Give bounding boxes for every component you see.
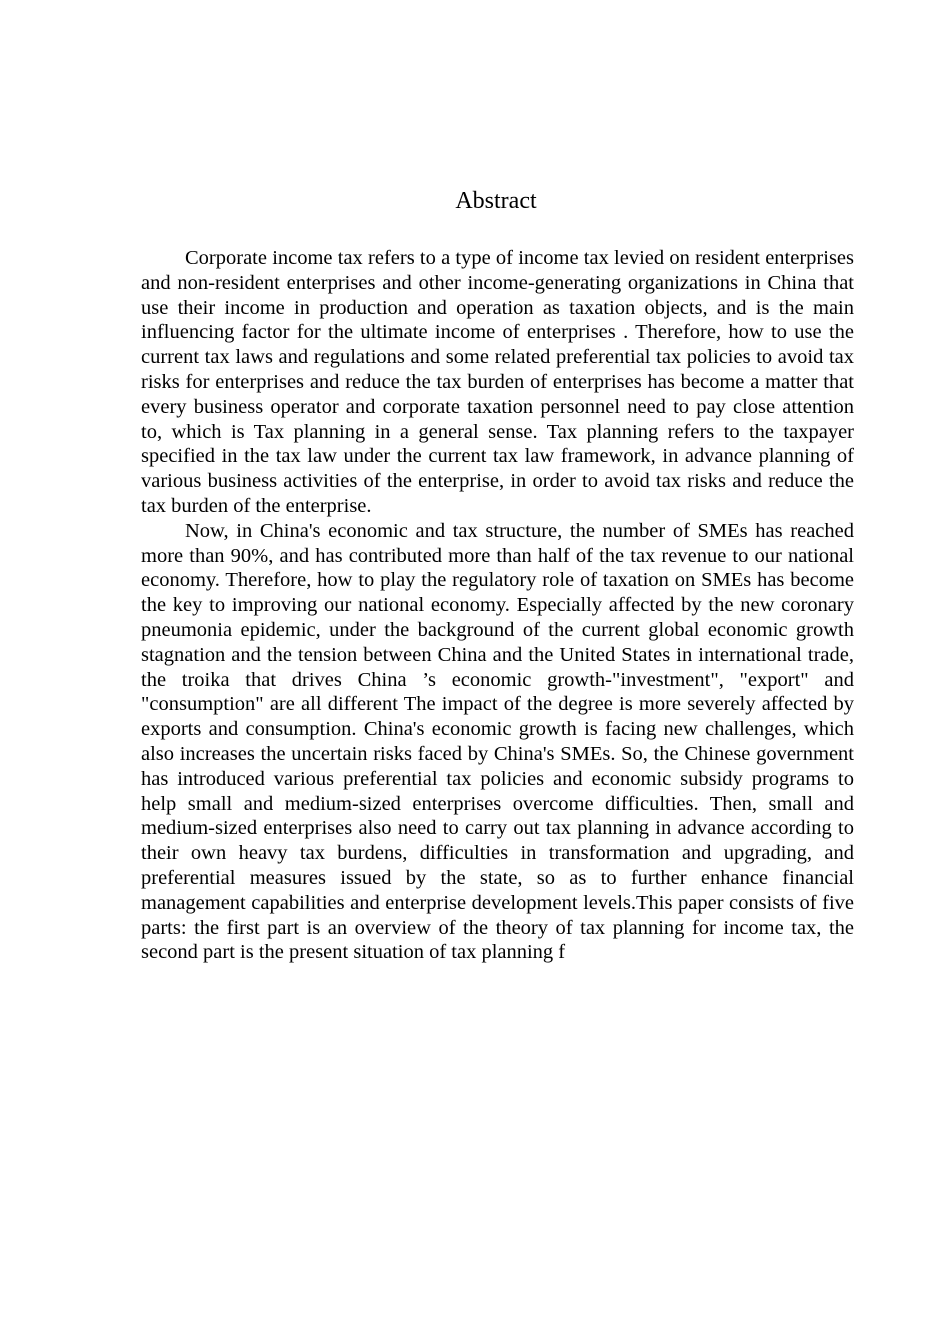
abstract-title: Abstract [455, 188, 537, 214]
abstract-paragraph-2: Now, in China's economic and tax structure, the number of SMEs has reached more than 90%, and has contributed more than half of the tax revenue to our national economy. Therefore, how to play the regulatory role of taxation on SMEs has become the key to improving our national economy. Especially affected by the new coronary pneumonia epidemic, under the background of the current global economic growth stagnation and the tension between China and the United States in international trade, the troika that drives China ’s economic growth-"investment", "export" and "consumption" are all different The impact of the degree is more severely affected by exports and consumption. China's economic growth is facing new challenges, which also increases the uncertain risks faced by China's SMEs. So, the Chinese government has introduced various preferential tax policies and economic subsidy programs to help small and medium-sized enterprises overcome difficulties. Then, small and medium-sized enterprises also need to carry out tax planning in advance according to their own heavy tax burdens, difficulties in transformation and upgrading, and preferential measures issued by the state, so as to further enhance financial management capabilities and enterprise development levels.This paper consists of five parts: the first part is an overview of the theory of tax planning for income tax, the second part is the present situation of tax planning f [141, 519, 854, 964]
abstract-body [141, 246, 854, 965]
abstract-paragraph-1: Corporate income tax refers to a type of income tax levied on resident enterprises and non-resident enterprises and other income-generating organizations in China that use their income in production and operation as taxation objects, and is the main influencing factor for the ultimate income of enterprises . Therefore, how to use the current tax laws and regulations and some related preferential tax policies to avoid tax risks for enterprises and reduce the tax burden of enterprises has become a matter that every business operator and corporate taxation personnel need to pay close attention to, which is Tax planning in a general sense. Tax planning refers to the taxpayer specified in the tax law under the current tax law framework, in advance planning of various business activities of the enterprise, in order to avoid tax risks and reduce the tax burden of the enterprise. [141, 247, 854, 517]
